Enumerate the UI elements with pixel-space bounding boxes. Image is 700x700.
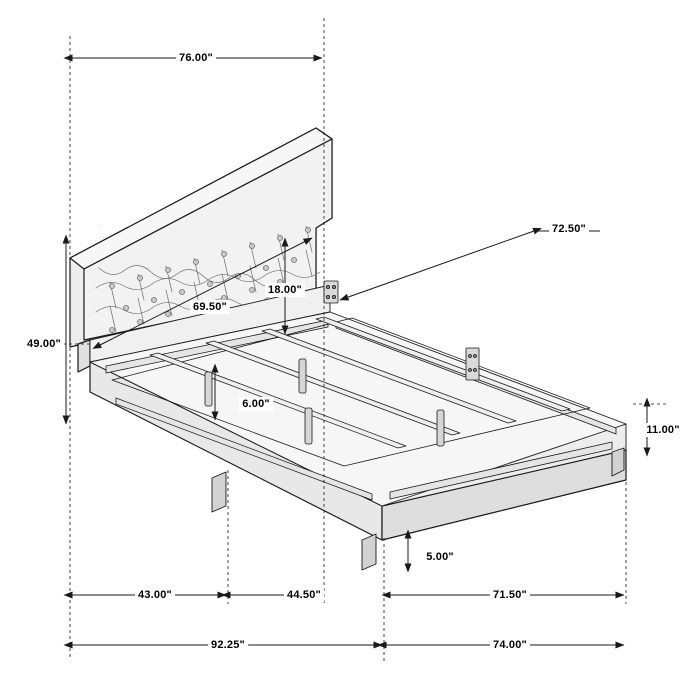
dim-label-overall-width-top: 76.00"	[176, 51, 216, 65]
dim-label-bed-length-diagonal: 72.50"	[549, 222, 589, 236]
dim-label-bottom-left-segment: 43.00"	[135, 588, 175, 602]
dim-label-overall-diag-right: 74.00"	[490, 638, 530, 652]
bed-frame	[90, 281, 626, 570]
dim-label-slat-clearance: 6.00"	[239, 397, 273, 411]
arrow-72-50	[340, 231, 534, 300]
dim-label-overall-diag-left: 92.25"	[208, 638, 248, 652]
dim-label-headboard-height: 18.00"	[265, 283, 305, 297]
dim-label-bottom-right-segment: 71.50"	[490, 588, 530, 602]
dim-label-bottom-mid-segment: 44.50"	[284, 588, 324, 602]
dim-label-headboard-width-inner: 69.50"	[190, 300, 230, 314]
dim-label-overall-height: 49.00"	[24, 337, 64, 351]
bed-illustration	[70, 128, 626, 570]
dim-label-leg-height: 5.00"	[423, 550, 457, 564]
dim-label-rail-height: 11.00"	[643, 423, 682, 437]
